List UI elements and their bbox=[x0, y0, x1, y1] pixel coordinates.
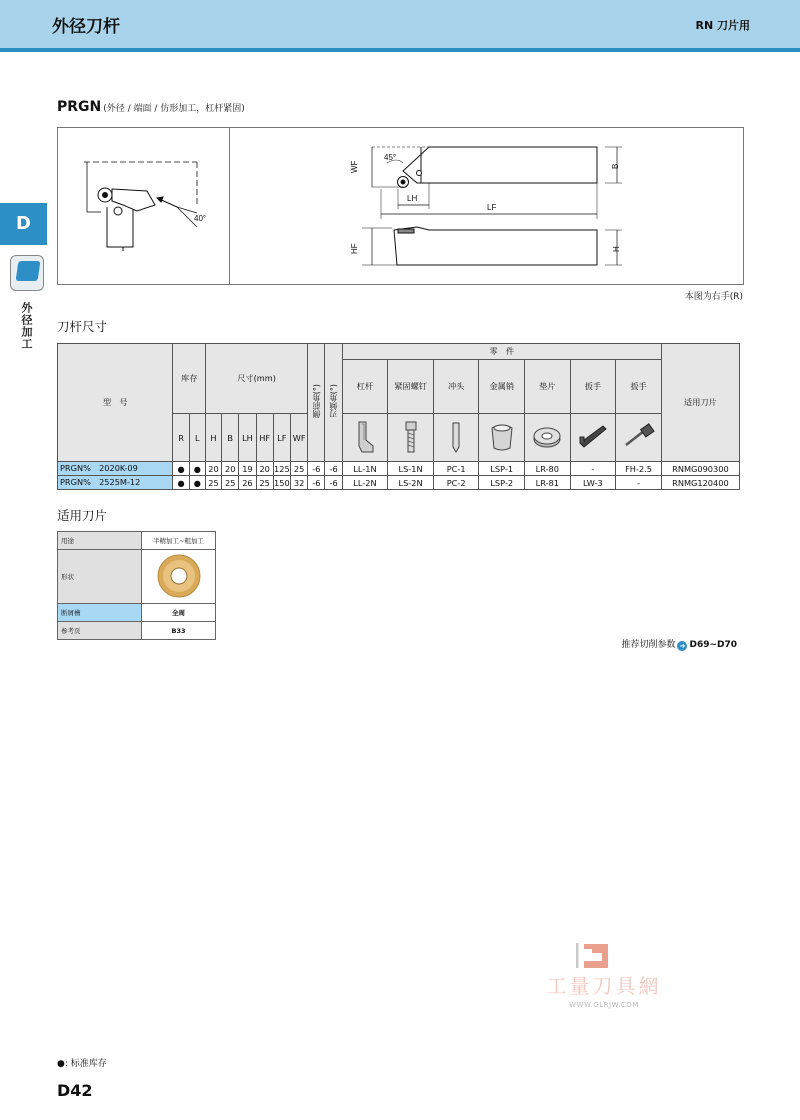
part-lever-cell: LL-1N bbox=[342, 462, 388, 476]
side-rake-cell: -6 bbox=[308, 476, 325, 490]
insert-cell: RNMG120400 bbox=[661, 476, 739, 490]
dim-wf-label: WF bbox=[350, 160, 359, 173]
tool-holder-drawing bbox=[57, 127, 744, 285]
insert-table bbox=[57, 531, 216, 640]
dim-b-label: B bbox=[611, 163, 620, 169]
model-cell: PRGN% 2020K-09 bbox=[58, 462, 173, 476]
hex-key-icon bbox=[570, 414, 616, 462]
page-number: D42 bbox=[57, 1081, 93, 1100]
page-title: 外径刀杆 bbox=[52, 17, 120, 37]
col-stock-header: 库存 bbox=[173, 344, 205, 414]
part-pin-cell: LSP-1 bbox=[479, 462, 525, 476]
part-screw-cell: LS-2N bbox=[388, 476, 434, 490]
dim-wf-cell: 25 bbox=[290, 462, 307, 476]
insert-row-value: 半精加工~粗加工 bbox=[142, 532, 216, 550]
part-pin-cell: LSP-2 bbox=[479, 476, 525, 490]
stock-l-cell: ● bbox=[189, 462, 205, 476]
insert-reference-page[interactable]: B33 bbox=[142, 622, 216, 640]
incl-angle-cell: -6 bbox=[325, 476, 342, 490]
dim-lh-cell: 19 bbox=[239, 462, 256, 476]
watermark-text: 工量刀具網 bbox=[546, 974, 662, 998]
part-punch-cell: PC-1 bbox=[433, 462, 479, 476]
holder-top-view bbox=[372, 147, 622, 219]
holder-spec-table bbox=[57, 343, 740, 490]
arrow-right-icon: ➜ bbox=[677, 641, 687, 651]
dim-b-cell: 20 bbox=[222, 462, 239, 476]
dim-h-label: H bbox=[612, 246, 621, 252]
dim-lh-header: LH bbox=[239, 414, 256, 462]
incl-angle-cell: -6 bbox=[325, 462, 342, 476]
col-inserts-header: 适用刀片 bbox=[661, 344, 739, 462]
col-model-header: 型 号 bbox=[58, 344, 173, 462]
part-header-wrench-2: 扳手 bbox=[616, 360, 662, 414]
part-screw-cell: LS-1N bbox=[388, 462, 434, 476]
cutting-params-pages: D69~D70 bbox=[689, 640, 737, 650]
chapter-tab[interactable]: D bbox=[0, 203, 47, 245]
stock-r-cell: ● bbox=[173, 462, 189, 476]
insert-row-value: 全周 bbox=[142, 604, 216, 622]
holder-side-view bbox=[362, 227, 622, 265]
stock-r-header: R bbox=[173, 414, 189, 462]
clamp-screw-icon bbox=[388, 414, 434, 462]
dim-lf-header: LF bbox=[273, 414, 290, 462]
product-title bbox=[57, 99, 245, 115]
part-lever-cell: LL-2N bbox=[342, 476, 388, 490]
angle-top-label: 45° bbox=[384, 153, 397, 162]
part-wrench1-cell: - bbox=[570, 462, 616, 476]
part-shim-cell: LR-81 bbox=[525, 476, 571, 490]
insert-cell: RNMG090300 bbox=[661, 462, 739, 476]
cutting-params-link[interactable] bbox=[621, 637, 737, 651]
dim-wf-cell: 32 bbox=[290, 476, 307, 490]
dim-lf-cell: 125 bbox=[274, 463, 290, 474]
dim-hf-cell: 25 bbox=[256, 476, 273, 490]
cutting-params-label: 推荐切削参数 bbox=[621, 640, 676, 650]
metal-sleeve-icon bbox=[479, 414, 525, 462]
dim-lh-cell: 26 bbox=[239, 476, 256, 490]
part-header-shim: 垫片 bbox=[525, 360, 571, 414]
insert-row-label: 参考页 bbox=[58, 622, 142, 640]
part-header-wrench-1: 扳手 bbox=[570, 360, 616, 414]
watermark-url: WWW.GLRJW.COM bbox=[569, 1001, 639, 1009]
round-insert-icon bbox=[142, 550, 216, 604]
shim-icon bbox=[525, 414, 571, 462]
part-shim-cell: LR-80 bbox=[525, 462, 571, 476]
punch-pin-icon bbox=[433, 414, 479, 462]
side-rake-cell: -6 bbox=[308, 462, 325, 476]
lever-icon bbox=[342, 414, 388, 462]
part-wrench2-cell: FH-2.5 bbox=[616, 462, 662, 476]
dim-wf-header: WF bbox=[290, 414, 307, 462]
part-header-lever: 杠杆 bbox=[342, 360, 388, 414]
part-punch-cell: PC-2 bbox=[433, 476, 479, 490]
stock-l-cell: ● bbox=[189, 476, 205, 490]
holder-table-title: 刀杆尺寸 bbox=[57, 319, 108, 334]
watermark-logo bbox=[536, 939, 672, 1001]
part-header-punch: 冲头 bbox=[433, 360, 479, 414]
part-wrench1-cell: LW-3 bbox=[570, 476, 616, 490]
part-wrench2-cell: - bbox=[616, 476, 662, 490]
col-dimensions-header: 尺寸(mm) bbox=[205, 344, 307, 414]
stock-r-cell: ● bbox=[173, 476, 189, 490]
table-row bbox=[58, 476, 740, 490]
side-section-label: 外径加工 bbox=[20, 302, 33, 350]
application-view bbox=[84, 162, 197, 251]
dim-lf-label: LF bbox=[487, 203, 497, 212]
dim-lh-label: LH bbox=[407, 194, 418, 203]
part-header-screw: 紧固螺钉 bbox=[388, 360, 434, 414]
insert-row-label: 形状 bbox=[58, 550, 142, 604]
insert-row-label: 用途 bbox=[58, 532, 142, 550]
stock-legend: ●: 标准库存 bbox=[57, 1059, 107, 1069]
insert-table-title: 适用刀片 bbox=[57, 508, 108, 523]
dim-hf-cell: 20 bbox=[256, 462, 273, 476]
table-row bbox=[58, 462, 740, 476]
col-incl-angle-header: 刃倾角(°) bbox=[325, 344, 342, 462]
dim-hf-label: HF bbox=[350, 243, 359, 254]
model-cell: PRGN% 2525M-12 bbox=[58, 476, 173, 490]
turning-tool-thumbnail-icon bbox=[10, 255, 44, 291]
header-underline bbox=[0, 48, 800, 52]
header-category: RN 刀片用 bbox=[695, 19, 750, 32]
torx-wrench-icon bbox=[616, 414, 662, 462]
col-parts-header: 零 件 bbox=[342, 344, 661, 360]
right-hand-note: 本图为右手(R) bbox=[684, 292, 743, 302]
part-header-pin: 金属销 bbox=[479, 360, 525, 414]
dim-h-header: H bbox=[205, 414, 221, 462]
dim-b-header: B bbox=[222, 414, 239, 462]
stock-l-header: L bbox=[189, 414, 205, 462]
angle-side-label: 40° bbox=[194, 214, 207, 223]
dim-h-cell: 25 bbox=[205, 476, 221, 490]
dim-hf-header: HF bbox=[256, 414, 273, 462]
dim-lf-cell: 150 bbox=[274, 477, 290, 488]
page-header bbox=[0, 0, 800, 48]
dim-b-cell: 25 bbox=[222, 476, 239, 490]
col-side-rake-header: 侧前角(°) bbox=[308, 344, 325, 462]
insert-row-label: 断屑槽 bbox=[58, 604, 142, 622]
product-subtitle: (外径 / 端面 / 仿形加工，杠杆紧固) bbox=[103, 104, 245, 114]
dim-h-cell: 20 bbox=[205, 462, 221, 476]
product-code: PRGN bbox=[57, 99, 102, 115]
